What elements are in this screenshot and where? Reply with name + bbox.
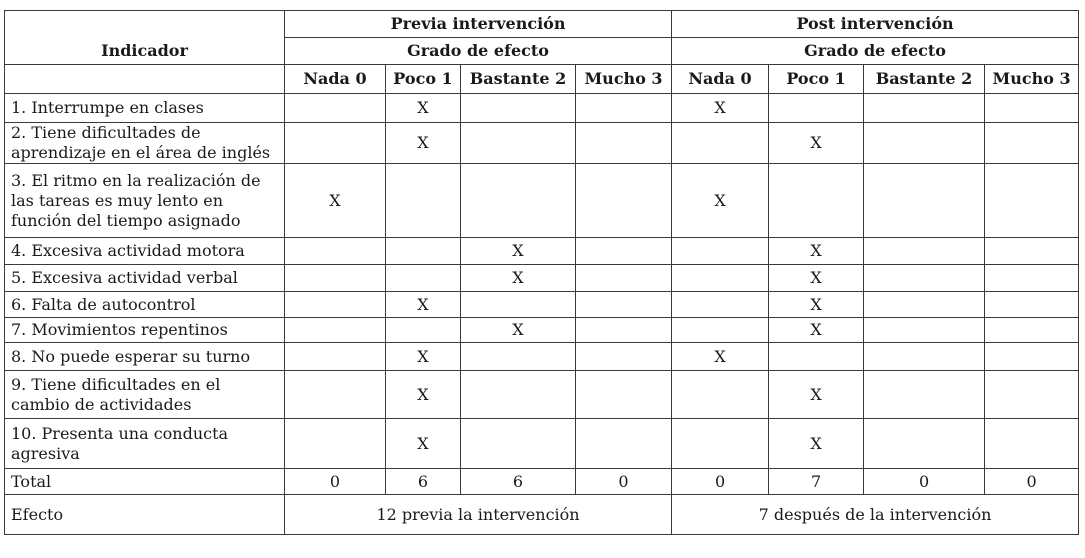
mark-cell-pre-3 [576,164,672,238]
mark-cell-post-3 [985,343,1079,371]
table-row [5,265,1079,292]
total-pre-2: 6 [461,469,576,495]
mark-cell-post-2 [864,371,985,419]
header-row-subgroups [5,38,1079,65]
table-row [5,318,1079,343]
effect-post: 7 después de la intervención [672,495,1079,535]
mark-cell-pre-3 [576,265,672,292]
mark-cell-post-0 [672,123,769,164]
mark-cell-pre-0 [285,343,386,371]
mark-cell-pre-1: X [386,123,461,164]
table-row [5,123,1079,164]
mark-cell-pre-1: X [386,292,461,318]
level-header-pre-3: Mucho 3 [576,65,672,94]
mark-cell-post-2 [864,292,985,318]
mark-cell-pre-1: X [386,419,461,469]
group-header-post: Post intervención [672,11,1079,38]
mark-cell-post-3 [985,94,1079,123]
mark-cell-post-0 [672,318,769,343]
mark-cell-pre-0: X [285,164,386,238]
effect-row [5,495,1079,535]
mark-cell-post-1 [769,94,864,123]
mark-cell-pre-1: X [386,94,461,123]
total-pre-0: 0 [285,469,386,495]
effect-label: Efecto [5,495,285,535]
mark-cell-pre-1 [386,164,461,238]
level-header-post-2: Bastante 2 [864,65,985,94]
mark-cell-post-3 [985,318,1079,343]
mark-cell-post-1: X [769,419,864,469]
total-post-3: 0 [985,469,1079,495]
indicator-cell: 10. Presenta una conducta agresiva [5,419,285,469]
effect-pre: 12 previa la intervención [285,495,672,535]
mark-cell-pre-1: X [386,371,461,419]
total-label: Total [5,469,285,495]
mark-cell-post-3 [985,265,1079,292]
total-post-2: 0 [864,469,985,495]
level-header-post-3: Mucho 3 [985,65,1079,94]
table-row [5,343,1079,371]
mark-cell-post-0 [672,265,769,292]
mark-cell-pre-0 [285,419,386,469]
mark-cell-pre-3 [576,292,672,318]
mark-cell-post-2 [864,265,985,292]
mark-cell-post-1 [769,164,864,238]
indicator-header: Indicador [5,38,285,65]
total-row [5,469,1079,495]
table-row [5,371,1079,419]
mark-cell-post-0: X [672,94,769,123]
mark-cell-post-3 [985,123,1079,164]
mark-cell-pre-0 [285,265,386,292]
mark-cell-pre-2 [461,343,576,371]
total-post-0: 0 [672,469,769,495]
mark-cell-post-1: X [769,318,864,343]
mark-cell-post-3 [985,371,1079,419]
subgroup-header-post: Grado de efecto [672,38,1079,65]
mark-cell-pre-2: X [461,318,576,343]
header-row-groups [5,11,1079,38]
mark-cell-pre-1: X [386,343,461,371]
mark-cell-post-2 [864,94,985,123]
mark-cell-post-2 [864,419,985,469]
levels-empty-cell [5,65,285,94]
mark-cell-post-3 [985,238,1079,265]
header-row-levels [5,65,1079,94]
indicator-cell: 1. Interrumpe en clases [5,94,285,123]
total-post-1: 7 [769,469,864,495]
mark-cell-pre-3 [576,419,672,469]
mark-cell-pre-1 [386,265,461,292]
mark-cell-pre-0 [285,123,386,164]
mark-cell-post-1: X [769,123,864,164]
mark-cell-post-1 [769,343,864,371]
level-header-pre-1: Poco 1 [386,65,461,94]
mark-cell-post-2 [864,343,985,371]
indicator-cell: 8. No puede esperar su turno [5,343,285,371]
mark-cell-pre-0 [285,318,386,343]
mark-cell-post-2 [864,164,985,238]
mark-cell-post-0 [672,371,769,419]
mark-cell-pre-0 [285,94,386,123]
mark-cell-pre-2 [461,371,576,419]
mark-cell-pre-2 [461,292,576,318]
table-row [5,164,1079,238]
mark-cell-post-1: X [769,371,864,419]
mark-cell-post-3 [985,164,1079,238]
indicator-cell: 9. Tiene dificultades en el cambio de actividades [5,371,285,419]
mark-cell-post-1: X [769,292,864,318]
level-header-pre-2: Bastante 2 [461,65,576,94]
mark-cell-pre-3 [576,318,672,343]
mark-cell-post-2 [864,238,985,265]
total-pre-1: 6 [386,469,461,495]
mark-cell-pre-2: X [461,238,576,265]
mark-cell-post-0 [672,292,769,318]
mark-cell-pre-3 [576,94,672,123]
mark-cell-post-3 [985,292,1079,318]
indicator-cell: 4. Excesiva actividad motora [5,238,285,265]
mark-cell-pre-2 [461,164,576,238]
mark-cell-pre-2 [461,419,576,469]
indicator-cell: 5. Excesiva actividad verbal [5,265,285,292]
mark-cell-pre-2: X [461,265,576,292]
level-header-post-1: Poco 1 [769,65,864,94]
table-row [5,419,1079,469]
group-header-pre: Previa intervención [285,11,672,38]
mark-cell-post-1: X [769,265,864,292]
mark-cell-post-1: X [769,238,864,265]
indicator-cell: 6. Falta de autocontrol [5,292,285,318]
mark-cell-pre-3 [576,123,672,164]
mark-cell-pre-1 [386,238,461,265]
table-row [5,292,1079,318]
table-row [5,238,1079,265]
mark-cell-pre-2 [461,123,576,164]
subgroup-header-pre: Grado de efecto [285,38,672,65]
mark-cell-post-0 [672,419,769,469]
indicator-cell: 2. Tiene dificultades de aprendizaje en el área de inglés [5,123,285,164]
effect-degree-table [4,10,1079,535]
table-row [5,94,1079,123]
mark-cell-post-2 [864,318,985,343]
level-header-pre-0: Nada 0 [285,65,386,94]
total-pre-3: 0 [576,469,672,495]
indicator-cell: 7. Movimientos repentinos [5,318,285,343]
mark-cell-pre-0 [285,371,386,419]
mark-cell-post-0: X [672,343,769,371]
level-header-post-0: Nada 0 [672,65,769,94]
mark-cell-pre-3 [576,343,672,371]
mark-cell-pre-2 [461,94,576,123]
header-empty-cell [5,11,285,38]
indicator-cell: 3. El ritmo en la realización de las tareas es muy lento en función del tiempo asignado [5,164,285,238]
mark-cell-post-2 [864,123,985,164]
mark-cell-post-0: X [672,164,769,238]
mark-cell-post-0 [672,238,769,265]
mark-cell-pre-0 [285,292,386,318]
mark-cell-pre-1 [386,318,461,343]
mark-cell-pre-3 [576,371,672,419]
mark-cell-post-3 [985,419,1079,469]
mark-cell-pre-0 [285,238,386,265]
mark-cell-pre-3 [576,238,672,265]
